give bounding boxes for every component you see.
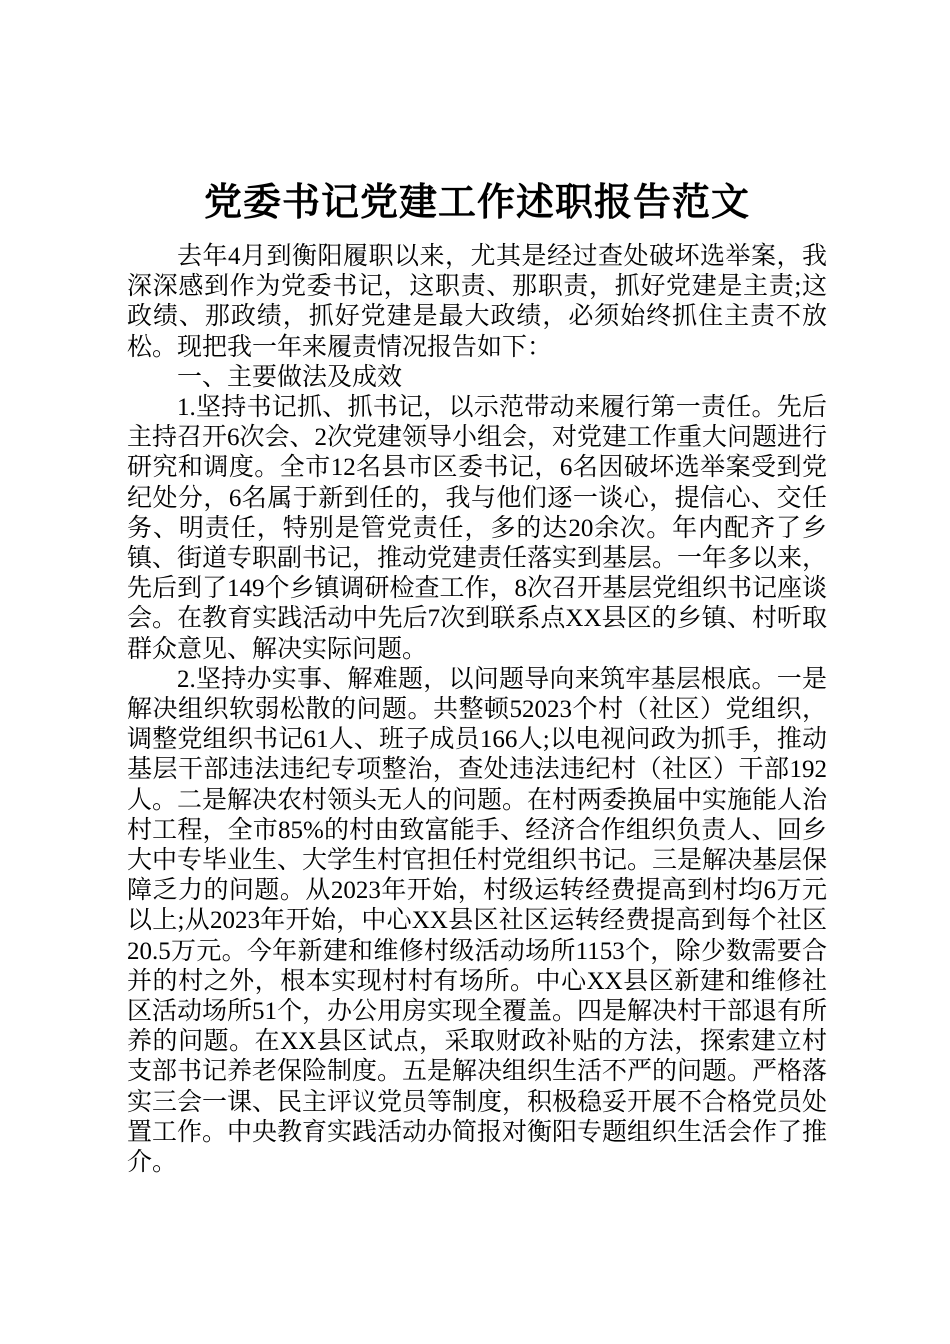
paragraph-intro: 去年4月到衡阳履职以来，尤其是经过查处破坏选举案，我深深感到作为党委书记，这职责、那职责，抓好党建是主责;这政绩、那政绩，抓好党建是最大政绩，必须始终抓住主责不放松。现把我一年来履责情况报告如下： [127,243,827,361]
document-body [127,242,827,1178]
paragraph-section-heading: 一、主要做法及成效 [177,363,403,391]
paragraph-item-2: 2.坚持办实事、解难题，以问题导向来筑牢基层根底。一是解决组织软弱松散的问题。共整顿52023个村（社区）党组织，调整党组织书记61人、班子成员166人;以电视问政为抓手，推动基层干部违法违纪专项整治，查处违法违纪村（社区）干部192人。二是解决农村领头无人的问题。在村两委换届中实施能人治村工程，全市85%的村由致富能手、经济合作组织负责人、回乡大中专毕业生、大学生村官担任村党组织书记。三是解决基层保障乏力的问题。从2023年开始，村级运转经费提高到村均6万元以上;从2023年开始，中心XX县区社区运转经费提高到每个社区20.5万元。今年新建和维修村级活动场所1153个，除少数需要合并的村之外，根本实现村村有场所。中心XX县区新建和维修社区活动场所51个，办公用房实现全覆盖。四是解决村干部退有所养的问题。在XX县区试点，采取财政补贴的方法，探索建立村支部书记养老保险制度。五是解决组织生活不严的问题。严格落实三会一课、民主评议党员等制度，积极稳妥开展不合格党员处置工作。中央教育实践活动办简报对衡阳专题组织生活会作了推介。 [127,665,828,1177]
document-title: 党委书记党建工作述职报告范文 [203,182,750,224]
paragraph-item-1: 1.坚持书记抓、抓书记，以示范带动来履行第一责任。先后主持召开6次会、2次党建领导小组会，对党建工作重大问题进行研究和调度。全市12名县市区委书记，6名因破坏选举案受到党纪处分，6名属于新到任的，我与他们逐一谈心，提信心、交任务、明责任，特别是管党责任，多的达20余次。年内配齐了乡镇、街道专职副书记，推动党建责任落实到基层。一年多以来，先后到了149个乡镇调研检查工作，8次召开基层党组织书记座谈会。在教育实践活动中先后7次到联系点XX县区的乡镇、村听取群众意见、解决实际问题。 [127,394,828,663]
